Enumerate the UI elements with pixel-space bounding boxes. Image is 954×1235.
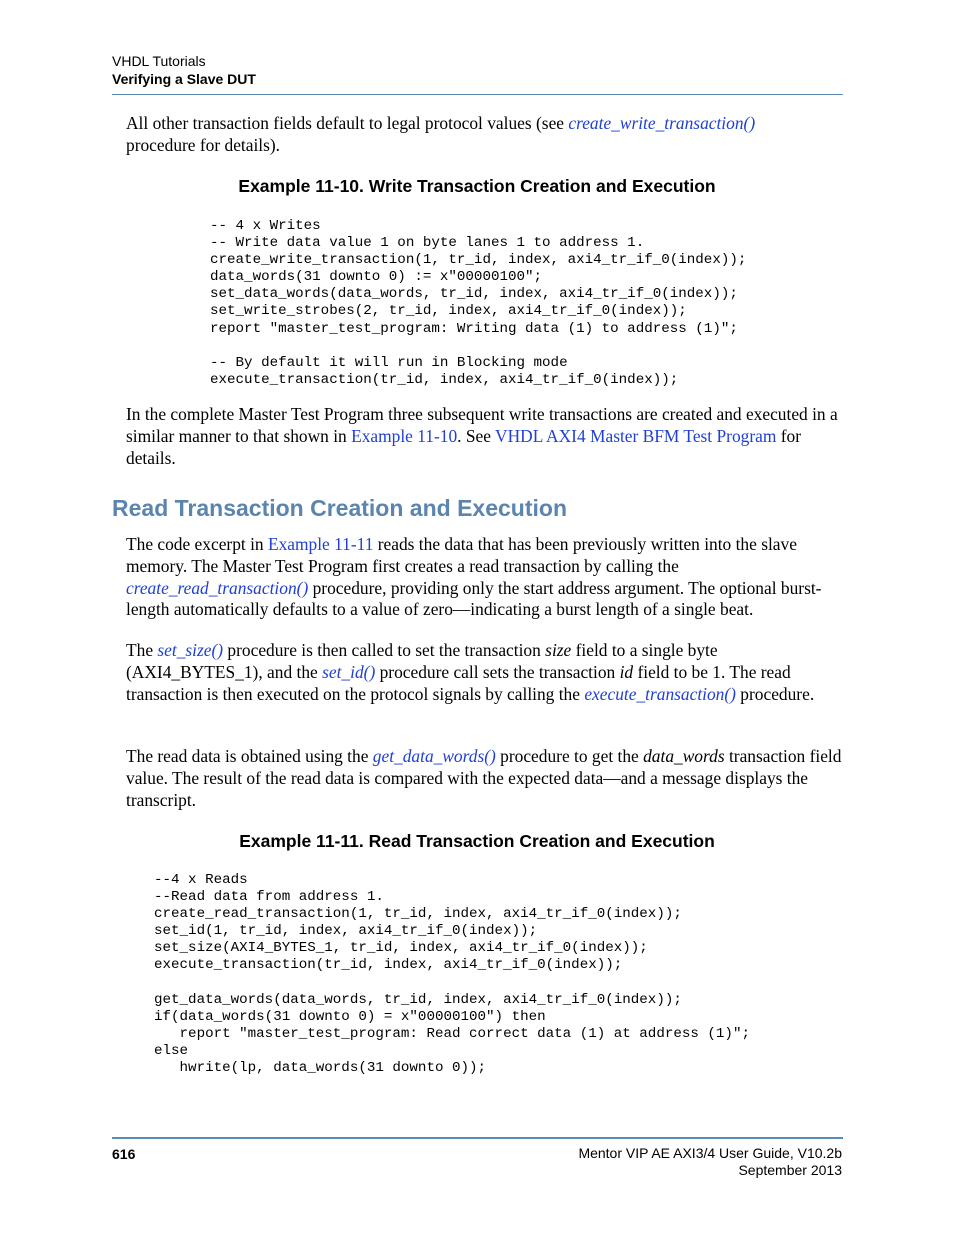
example-11-10-title: Example 11-10. Write Transaction Creation and Execution [238, 176, 716, 196]
create-write-transaction-link[interactable]: create_write_transaction() [568, 113, 756, 133]
page-number: 616 [112, 1146, 136, 1162]
running-header-subsection: Verifying a Slave DUT [112, 71, 256, 87]
master-bfm-test-program-link[interactable]: VHDL AXI4 Master BFM Test Program [495, 425, 777, 446]
read-paragraph-1: The code excerpt in Example 11-11 reads the data that has been previously written into the slave memory. The Master Test Program first creates a read transaction by calling the create_read_transaction() procedure, providing only the start address argument. The optional burst-length automatically defaults to a value of zero—indicating a burst length of a single beat. [126, 534, 822, 620]
footer-rule [112, 1137, 843, 1139]
create-read-transaction-link[interactable]: create_read_transaction() [126, 577, 309, 598]
set-size-link[interactable]: set_size() [157, 640, 224, 660]
read-paragraph-2: The set_size() procedure is then called to set the transaction size field to a single byte (AXI4_BYTES_1), and the set_id() procedure call sets the transaction id field to be 1. The read transaction is then executed on the protocol signals by calling the execute_transaction() procedure. [126, 640, 815, 704]
example-11-11-title: Example 11-11. Read Transaction Creation and Execution [239, 831, 715, 851]
intro-paragraph: All other transaction fields default to legal protocol values (see create_write_transaction() procedure for details). [126, 113, 756, 155]
read-paragraph-3: The read data is obtained using the get_data_words() procedure to get the data_words transaction field value. The result of the read data is compared with the expected data—and a message displays the transcript. [126, 746, 842, 810]
header-rule [112, 94, 843, 95]
example-11-11-link[interactable]: Example 11-11 [267, 534, 374, 554]
example-11-11-code: --4 x Reads --Read data from address 1. create_read_transaction(1, tr_id, index, axi4_tr_if_0(index)); set_id(1, tr_id, index, axi4_tr_if_0(index)); set_size(AXI4_BYTES_1, tr_id, index, axi4_tr_if_0(index)); execute_transaction(tr_id, index, axi4_tr_if_0(index)); get_data_words(data_words, tr_id, index, axi4_tr_if_0(index)); if(data_words(31 downto 0) = x"00000100") then report "master_test_program: Read correct data (1) at address (1)"; else hwrite(lp, data_words(31 downto 0)); [154, 872, 750, 1077]
section-heading: Read Transaction Creation and Execution [112, 495, 567, 521]
set-id-link[interactable]: set_id() [322, 661, 376, 682]
running-header-section: VHDL Tutorials [112, 53, 206, 69]
footer-doc-info [578, 1145, 842, 1179]
master-test-paragraph: In the complete Master Test Program three subsequent write transactions are created and executed in a similar manner to that shown in Example 11-10. See VHDL AXI4 Master BFM Test Program for details. [126, 404, 838, 468]
footer-doc-title: Mentor VIP AE AXI3/4 User Guide, V10.2b [578, 1145, 842, 1161]
example-11-10-link[interactable]: Example 11-10 [351, 425, 458, 446]
footer-date: September 2013 [738, 1162, 842, 1178]
get-data-words-link[interactable]: get_data_words() [372, 746, 496, 766]
example-11-10-code: -- 4 x Writes -- Write data value 1 on byte lanes 1 to address 1. create_write_transaction(1, tr_id, index, axi4_tr_if_0(index)); data_words(31 downto 0) := x"00000100"; set_data_words(data_words, tr_id, index, axi4_tr_if_0(index)); set_write_strobes(2, tr_id, index, axi4_tr_if_0(index)); report "master_test_program: Writing data (1) to address (1)"; -- By default it will run in Blocking mode execute_transaction(tr_id, index, axi4_tr_if_0(index)); [210, 218, 747, 388]
execute-transaction-link[interactable]: execute_transaction() [584, 683, 736, 704]
